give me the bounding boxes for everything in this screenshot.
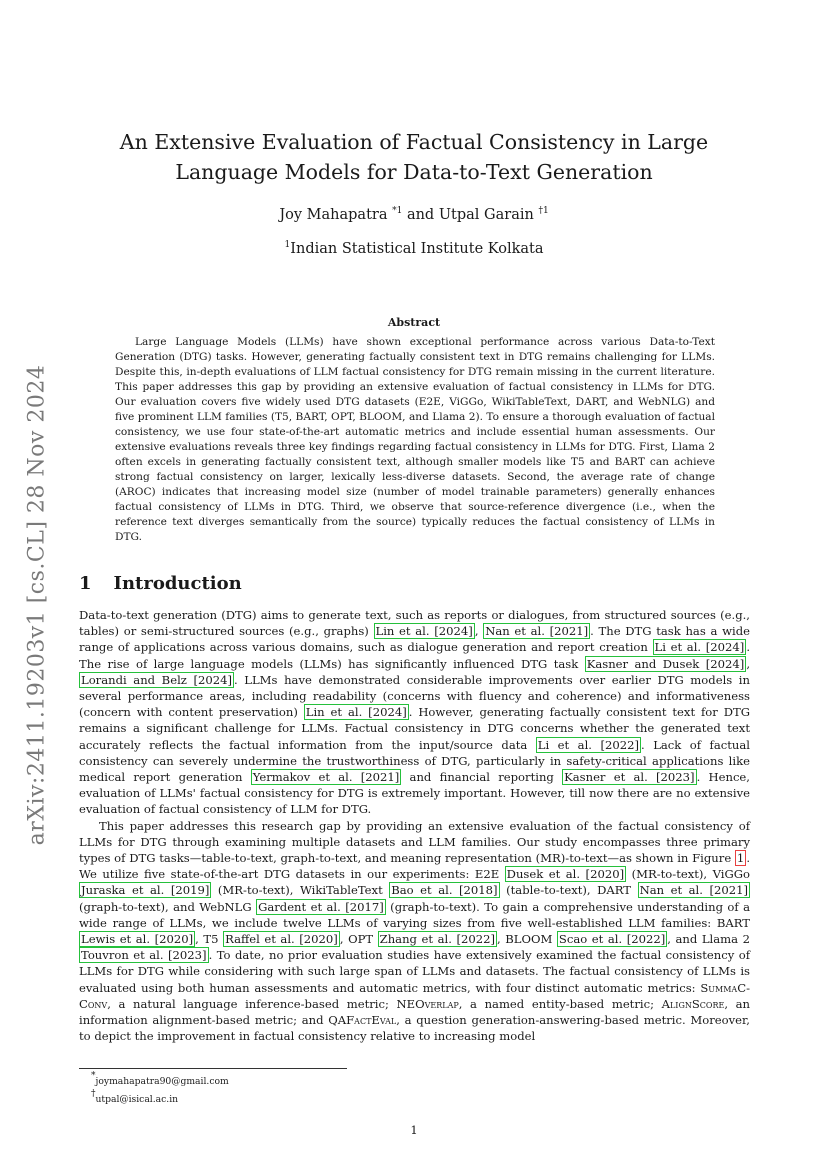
footnote-divider (79, 1068, 347, 1069)
citation-link[interactable]: Dusek et al. [2020] (506, 867, 625, 882)
citation-link[interactable]: Lewis et al. [2020] (81, 932, 194, 947)
figure-reference-link[interactable]: 1 (736, 851, 745, 866)
footnote-mark: † (91, 1089, 96, 1099)
text-run: . LLMs have demonstrated considerable improvements over earlier DTG models in several performance areas, including readability (concerns with fluency and coherence) and informativeness (concern with content preservation) (79, 672, 750, 720)
text-run: Data-to-text generation (DTG) aims to generate text, such as reports or dialogues, from structured sources (e.g., tables) or semi-structured sources (e.g., graphs) (79, 608, 750, 639)
affiliation (0, 240, 828, 257)
author-name: Utpal Garain (438, 207, 534, 223)
author-name: Joy Mahapatra (279, 207, 388, 223)
arxiv-identifier (22, 360, 52, 850)
citation-link[interactable]: Touvron et al. [2023] (81, 948, 207, 963)
citation-link[interactable]: Gardent et al. [2017] (258, 899, 384, 914)
section-number: 1 (79, 573, 92, 594)
text-run: . However, generating factually consistent text for DTG remains a significant challenge for LLMs. Factual consistency in DTG concerns whether the generated text accurately reflects the factual information from the input/source data (79, 705, 751, 752)
text-run: , (474, 624, 484, 639)
citation-link[interactable]: Bao et al. [2018] (391, 883, 498, 898)
author-mark: †1 (538, 206, 549, 216)
paper-title: An Extensive Evaluation of Factual Consistency in Large Language Models for Data-to-Text Generation (119, 130, 709, 184)
arxiv-identifier-text: arXiv:2411.19203v1 [cs.CL] 28 Nov 2024 (24, 364, 50, 846)
text-run: , BLOOM (497, 932, 557, 947)
text-run: (MR-to-text), ViGGo (626, 867, 750, 882)
affiliation-name: Indian Statistical Institute Kolkata (290, 241, 544, 257)
citation-link[interactable]: Scao et al. [2022] (558, 932, 666, 947)
citation-link[interactable]: Li et al. [2024] (654, 640, 745, 655)
citation-link[interactable]: Nan et al. [2021] (639, 883, 749, 898)
citation-link[interactable]: Li et al. [2022] (537, 737, 640, 752)
text-run: (graph-to-text), and WebNLG (79, 899, 257, 914)
metric-name: FactEval (346, 1013, 397, 1028)
abstract-heading: Abstract (387, 316, 441, 329)
footnote (79, 1088, 229, 1106)
text-run: , a natural language inference-based metric; NE (107, 996, 416, 1011)
text-run: This paper addresses this research gap by providing an extensive evaluation of the factual consistency of LLMs for DTG through examining multiple datasets and LLM families. Our study encompasses three primary types of DTG tasks—table-to-text, graph-to-text, and meaning representation (MR)-to-text—as shown in Figure (79, 818, 750, 866)
text-run: , an information alignment-based metric; and QA (79, 996, 751, 1028)
paragraph (79, 818, 750, 1045)
affiliation-mark: 1 (284, 240, 291, 250)
metric-name: AlignScore (661, 996, 725, 1011)
text-run: . To date, no prior evaluation studies have extensively examined the factual consistency of LLMs for DTG while considering with such large span of LLMs and datasets. The factual consistency of LLMs is evaluated using both human assessments and automatic metrics, with four distinct automatic metrics: (79, 948, 750, 995)
citation-link[interactable]: Lorandi and Belz [2024] (81, 672, 233, 687)
section-title: Introduction (113, 573, 242, 594)
citation-link[interactable]: Kasner and Dusek [2024] (586, 656, 745, 671)
citation-link[interactable]: Kasner et al. [2023] (564, 770, 695, 785)
text-run: (MR-to-text), WikiTableText (211, 883, 390, 898)
text-run: , T5 (195, 932, 224, 947)
text-run: . The rise of large language models (LLMs) has significantly influenced DTG task (79, 640, 750, 671)
citation-link[interactable]: Juraska et al. [2019] (81, 883, 210, 898)
text-run: . The DTG task has a wide range of applications across various domains, such as dialogue generation and report creation (79, 624, 750, 655)
metric-name: Overlap (415, 996, 459, 1011)
text-run: . We utilize five state-of-the-art DTG datasets in our experiments: E2E (79, 851, 750, 882)
footnote-email: utpal@isical.ac.in (95, 1094, 179, 1105)
footnote-email: joymahapatra90@gmail.com (95, 1076, 229, 1087)
text-run: , (746, 656, 750, 671)
metric-name: SummaC-Conv (79, 980, 750, 1011)
citation-link[interactable]: Nan et al. [2021] (485, 624, 589, 639)
text-run: (table-to-text), DART (499, 883, 638, 898)
text-run: (graph-to-text). To gain a comprehensive understanding of a wide range of LLMs, we include twelve LLMs of varying sizes from five well-established LLM families: BART (79, 899, 751, 930)
text-run: , a named entity-based metric; (458, 996, 662, 1011)
author-line (0, 206, 828, 223)
paragraph (79, 607, 750, 818)
text-run: , OPT (339, 932, 378, 947)
introduction-body (79, 607, 750, 1044)
section-heading (79, 573, 242, 594)
abstract-text: Large Language Models (LLMs) have shown exceptional performance across various Data-to-Text Generation (DTG) tasks. However, generating factually consistent text in DTG remains challenging for LLMs. Despite this, in-depth evaluations of LLM factual consistency for DTG remain missing in the current literature. This paper addresses this gap by providing an extensive evaluation of factual consistency in LLMs for DTG. Our evaluation covers five widely used DTG datasets (E2E, ViGGo, WikiTableText, DART, and WebNLG) and five prominent LLM families (T5, BART, OPT, BLOOM, and Llama 2). To ensure a thorough evaluation of factual consistency, we use four state-of-the-art automatic metrics and include essential human assessments. Our extensive evaluations reveals three key findings regarding factual consistency in LLMs for DTG. First, Llama 2 often excels in generating factually consistent text, although smaller models like T5 and BART can achieve strong factual consistency on larger, lexically less-diverse datasets. Second, the average rate of change (AROC) indicates that increasing model size (number of model trainable parameters) generally enhances factual consistency of LLMs in DTG. Third, we observe that source-reference divergence (i.e., when the reference text diverges semantically from the source) typically reduces the factual consistency of LLMs in DTG. (115, 336, 715, 543)
text-run: , and Llama 2 (667, 932, 751, 947)
author-mark: *1 (392, 206, 403, 216)
citation-link[interactable]: Lin et al. [2024] (305, 705, 407, 720)
citation-link[interactable]: Lin et al. [2024] (375, 624, 473, 639)
footnote-mark: * (91, 1071, 96, 1081)
citation-link[interactable]: Raffel et al. [2020] (225, 932, 338, 947)
text-run: and financial reporting (401, 770, 563, 785)
page-number: 1 (410, 1123, 418, 1137)
footnote (79, 1070, 229, 1088)
citation-link[interactable]: Zhang et al. [2022] (379, 932, 496, 947)
citation-link[interactable]: Yermakov et al. [2021] (252, 770, 400, 785)
text-run: , a question generation-answering-based metric. Moreover, to depict the improvement in factual consistency relative to increasing model (79, 1013, 750, 1044)
author-joiner: and (406, 207, 435, 223)
text-run: . Hence, evaluation of LLMs' factual consistency for DTG is extremely important. However, till now there are no extensive evaluation of factual consistency of LLM for DTG. (79, 770, 750, 817)
text-run: . Lack of factual consistency can severely undermine the trustworthiness of DTG, particularly in safety-critical applications like medical report generation (79, 737, 751, 785)
footnotes (79, 1070, 229, 1106)
